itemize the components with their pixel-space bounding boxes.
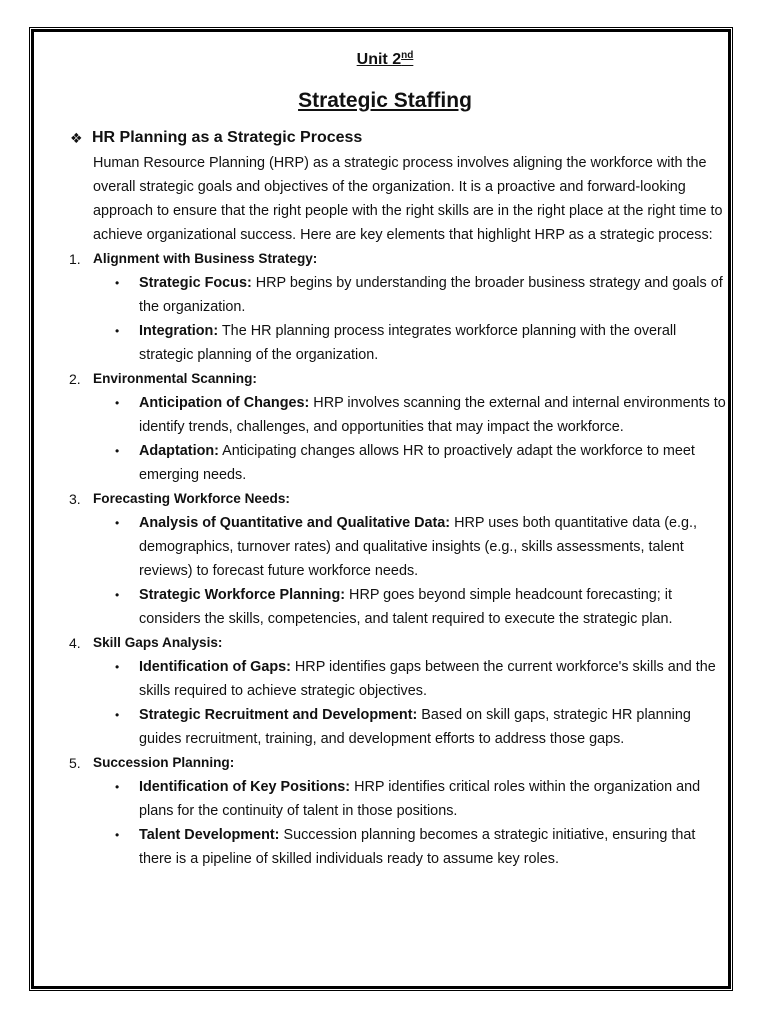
list-item-heading (40, 631, 730, 655)
bullet-term: Analysis of Quantitative and Qualitative Data: (139, 515, 451, 531)
intro-paragraph: Human Resource Planning (HRP) as a strategic process involves aligning the workforce with the overall strategic goals and objectives of the organization. It is a proactive and forward-looking approach to ensure that the right people with the right skills are in the right place at the right time to achieve organizational success. Here are key elements that highlight HRP as a strategic process: (93, 155, 723, 243)
list-item (40, 487, 730, 631)
list-item (40, 751, 730, 871)
bullet-term: Adaptation: (139, 443, 219, 459)
bullet-text: Succession planning becomes a strategic initiative, ensuring that there is a pipeline of skilled individuals ready to assume key roles. (139, 827, 696, 867)
bullet-term: Talent Development: (139, 827, 280, 843)
list-item-title: Alignment with Business Strategy: (93, 251, 318, 266)
bullet-text: Anticipating changes allows HR to proactively adapt the workforce to meet emerging needs. (139, 443, 695, 483)
list-number: 2. (69, 371, 81, 387)
bullet-item (40, 439, 729, 487)
bullet-term: Anticipation of Changes: (139, 395, 310, 411)
bullet-text: HRP begins by understanding the broader business strategy and goals of the organization. (139, 275, 723, 315)
unit-title-superscript: nd (401, 50, 414, 61)
bullet-list (40, 775, 730, 871)
numbered-list (40, 247, 730, 871)
list-item (40, 247, 730, 367)
list-item-heading (40, 367, 730, 391)
bullet-item (40, 823, 729, 871)
list-item-title: Forecasting Workforce Needs: (93, 491, 290, 506)
list-item-heading (40, 751, 730, 775)
bullet-term: Strategic Focus: (139, 275, 252, 291)
bullet-term: Identification of Gaps: (139, 659, 291, 675)
document-body (40, 40, 730, 871)
bullet-term: Integration: (139, 323, 219, 339)
bullet-dot-icon: • (115, 780, 120, 794)
bullet-term: Identification of Key Positions: (139, 779, 351, 795)
unit-title (40, 44, 730, 72)
bullet-item (40, 775, 729, 823)
bullet-dot-icon: • (115, 396, 120, 410)
list-item-heading (40, 247, 730, 271)
bottom-rule (36, 986, 726, 987)
diamond-bullet-icon: ❖ (70, 130, 83, 146)
section-heading (70, 127, 730, 149)
bullet-term: Strategic Workforce Planning: (139, 587, 346, 603)
bullet-list (40, 511, 730, 631)
list-item-title: Skill Gaps Analysis: (93, 635, 223, 650)
bullet-dot-icon: • (115, 660, 120, 674)
bullet-item (40, 583, 729, 631)
list-item-title: Environmental Scanning: (93, 371, 257, 386)
bullet-text: HRP involves scanning the external and internal environments to identify trends, challenges, and opportunities that may impact the workforce. (139, 395, 726, 435)
bullet-text: HRP goes beyond simple headcount forecasting; it considers the skills, competencies, and talent required to execute the strategic plan. (139, 587, 673, 627)
bullet-item (40, 655, 729, 703)
list-number: 5. (69, 755, 81, 771)
bullet-dot-icon: • (115, 588, 120, 602)
bullet-dot-icon: • (115, 708, 120, 722)
list-item-title: Succession Planning: (93, 755, 235, 770)
bullet-text: HRP identifies critical roles within the organization and plans for the continuity of talent in those positions. (139, 779, 701, 819)
bullet-dot-icon: • (115, 516, 120, 530)
bullet-list (40, 391, 730, 487)
bullet-list (40, 655, 730, 751)
bullet-item (40, 703, 729, 751)
bullet-list (40, 271, 730, 367)
bullet-dot-icon: • (115, 828, 120, 842)
page-title: Strategic Staffing (298, 89, 472, 112)
list-item (40, 367, 730, 487)
bullet-dot-icon: • (115, 324, 120, 338)
bullet-text: Based on skill gaps, strategic HR planning guides recruitment, training, and development efforts to address those gaps. (139, 707, 691, 747)
bullet-dot-icon: • (115, 444, 120, 458)
bullet-text: HRP uses both quantitative data (e.g., demographics, turnover rates) and qualitative insights (e.g., skills assessments, talent reviews) to forecast future workforce needs. (139, 515, 698, 579)
bullet-term: Strategic Recruitment and Development: (139, 707, 418, 723)
list-number: 1. (69, 251, 81, 267)
list-number: 3. (69, 491, 81, 507)
bullet-item (40, 391, 729, 439)
unit-title-text: Unit 2 (356, 51, 402, 68)
bullet-item (40, 511, 729, 583)
bullet-item (40, 319, 729, 367)
list-item (40, 631, 730, 751)
bullet-text: HRP identifies gaps between the current workforce's skills and the skills required to achieve strategic objectives. (139, 659, 716, 699)
bullet-item (40, 271, 729, 319)
list-number: 4. (69, 635, 81, 651)
bullet-text: The HR planning process integrates workforce planning with the overall strategic planning of the organization. (139, 323, 677, 363)
list-item-heading (40, 487, 730, 511)
section-heading-text: HR Planning as a Strategic Process (92, 129, 363, 146)
bullet-dot-icon: • (115, 276, 120, 290)
